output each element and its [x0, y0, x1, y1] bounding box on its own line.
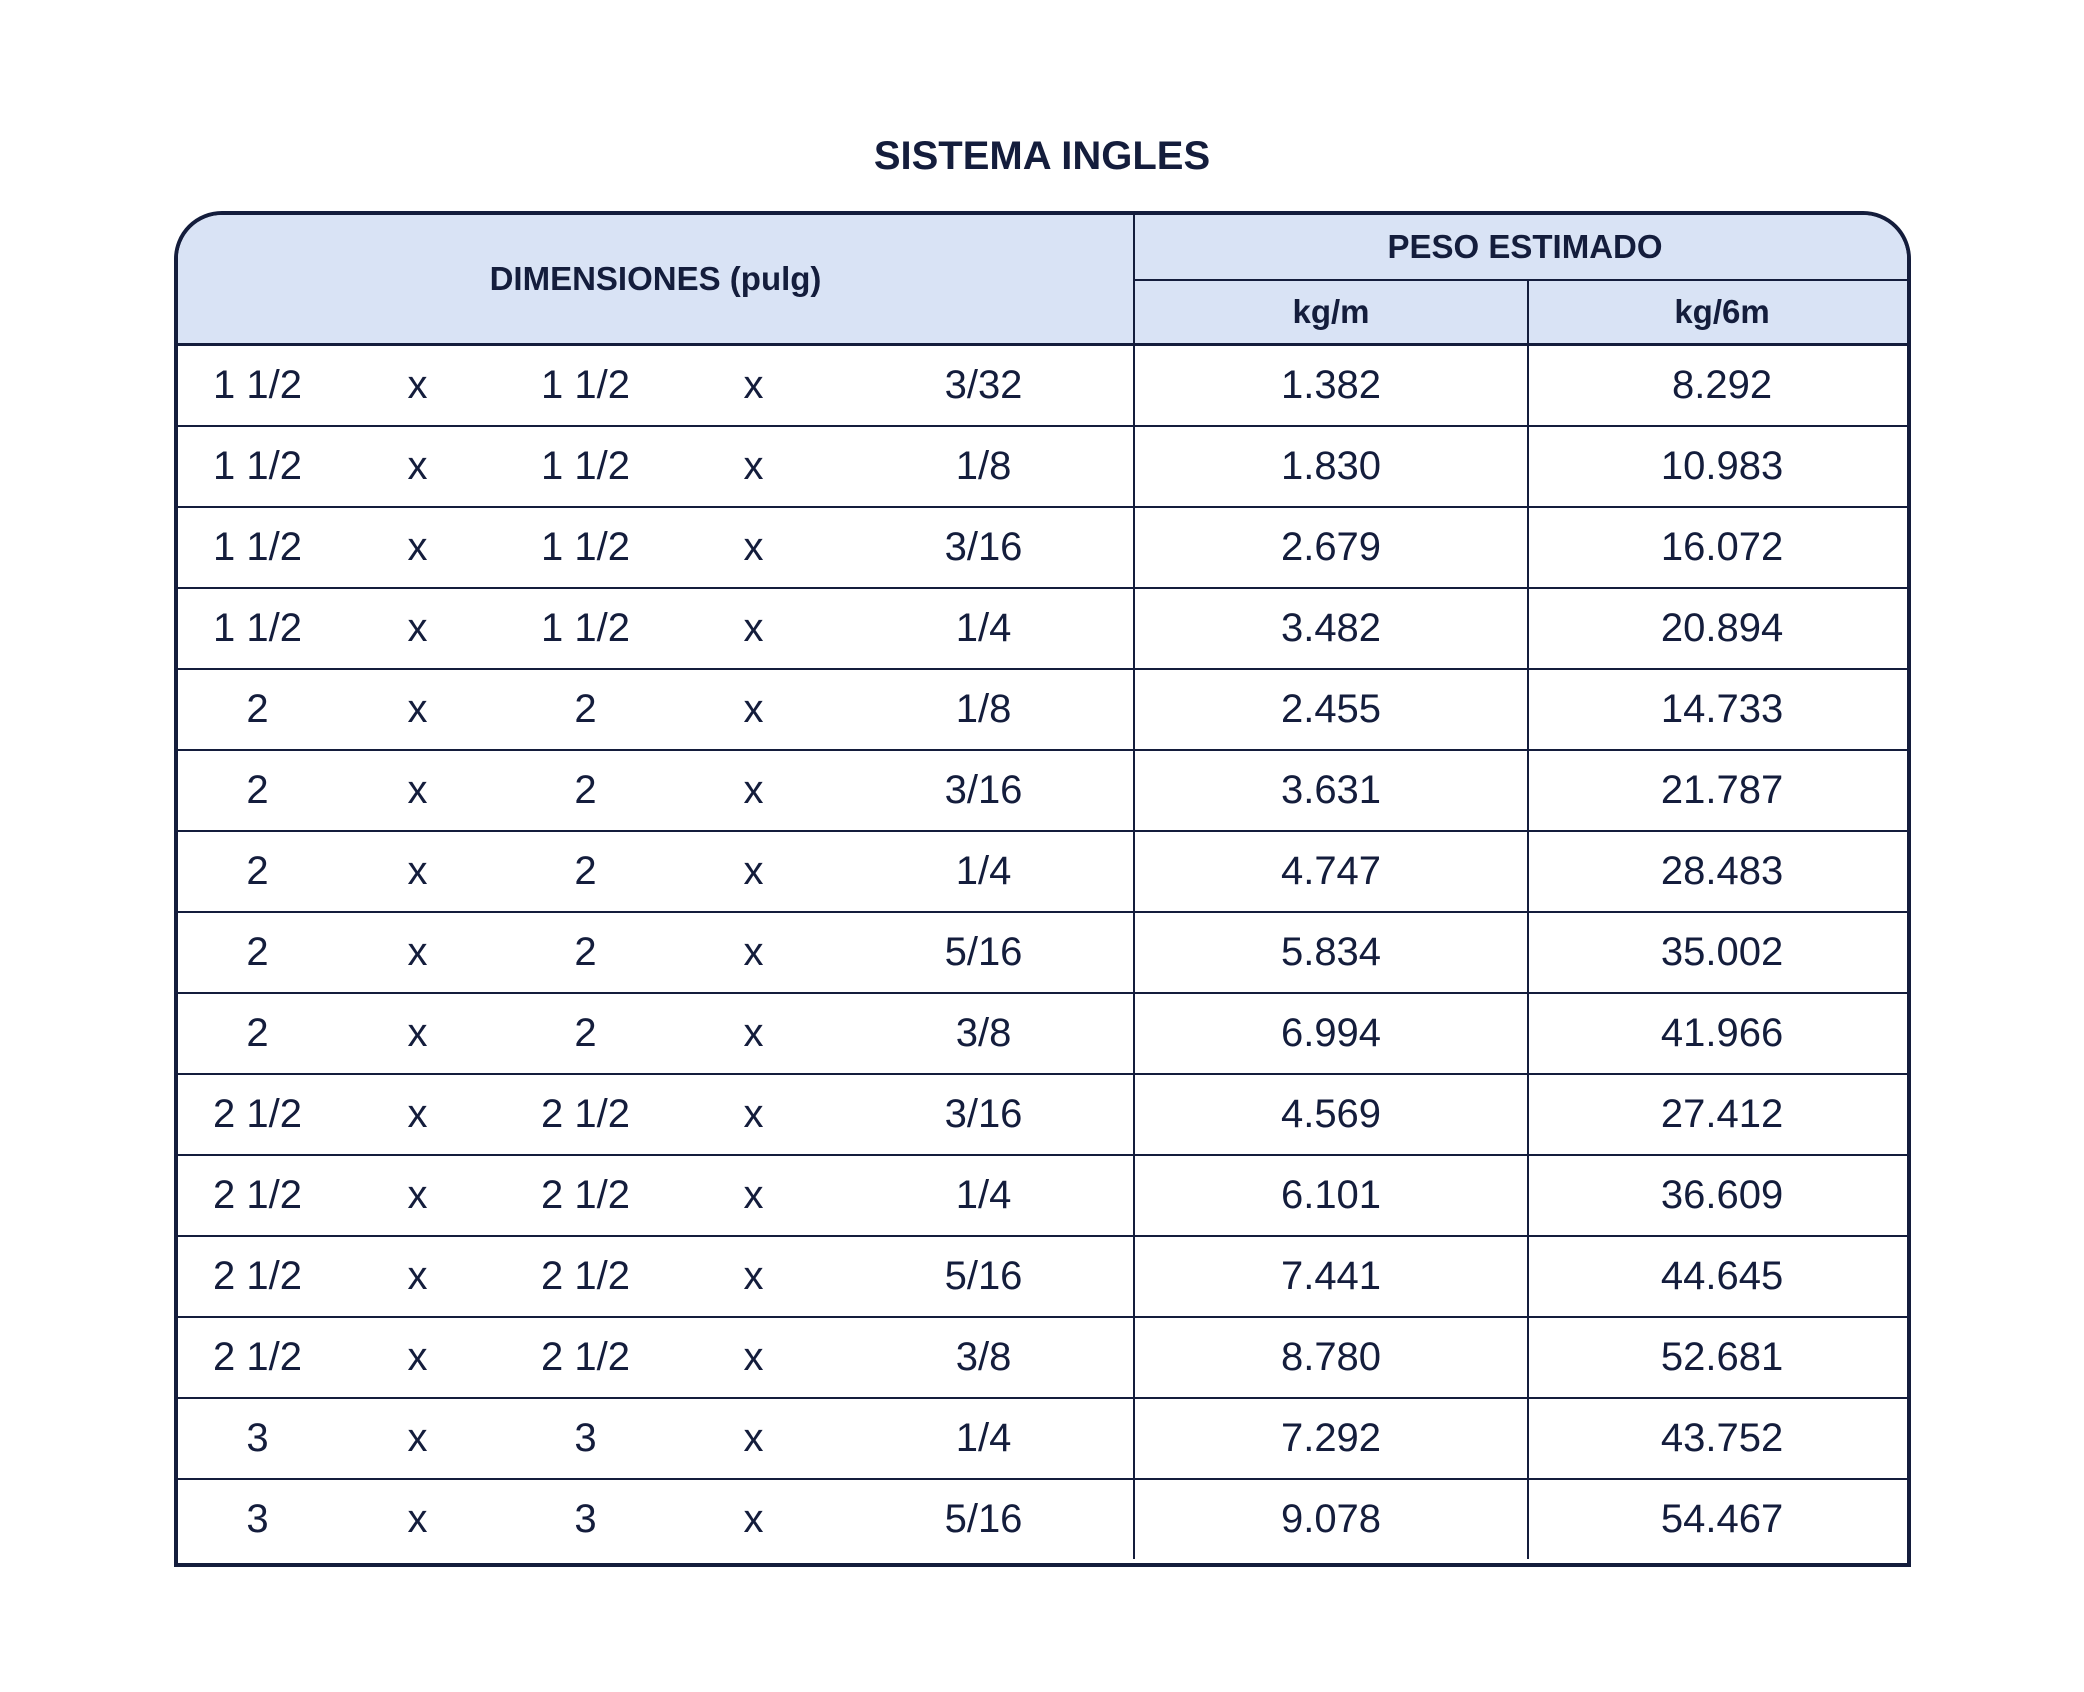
kg-per-m-cell: 1.382	[1134, 345, 1528, 427]
dimension-a-cell: 1 1/2	[178, 507, 337, 588]
dimension-a-cell: 1 1/2	[178, 345, 337, 427]
dimension-b-cell: 2	[498, 831, 673, 912]
times-symbol: x	[337, 1155, 498, 1236]
table-row	[178, 1398, 1911, 1479]
dimension-b-cell: 2	[498, 912, 673, 993]
times-symbol: x	[337, 750, 498, 831]
kg-per-m-cell: 2.455	[1134, 669, 1528, 750]
kg-per-6m-cell: 20.894	[1528, 588, 1911, 669]
times-symbol: x	[337, 507, 498, 588]
times-symbol: x	[673, 993, 834, 1074]
times-symbol: x	[337, 1236, 498, 1317]
thickness-cell: 3/8	[834, 1317, 1134, 1398]
kg-per-m-cell: 5.834	[1134, 912, 1528, 993]
table-header	[178, 215, 1911, 345]
table-row	[178, 1479, 1911, 1559]
times-symbol: x	[673, 345, 834, 427]
thickness-cell: 5/16	[834, 1479, 1134, 1559]
header-kg-per-m: kg/m	[1134, 280, 1528, 345]
kg-per-6m-cell: 8.292	[1528, 345, 1911, 427]
header-kg-per-6m: kg/6m	[1528, 280, 1911, 345]
dimension-a-cell: 2	[178, 669, 337, 750]
table-row	[178, 1155, 1911, 1236]
times-symbol: x	[673, 750, 834, 831]
header-dimensions: DIMENSIONES (pulg)	[178, 215, 1134, 345]
times-symbol: x	[673, 1398, 834, 1479]
table-row	[178, 588, 1911, 669]
times-symbol: x	[673, 1155, 834, 1236]
kg-per-m-cell: 4.569	[1134, 1074, 1528, 1155]
thickness-cell: 1/8	[834, 426, 1134, 507]
times-symbol: x	[673, 1074, 834, 1155]
dimension-a-cell: 1 1/2	[178, 426, 337, 507]
thickness-cell: 1/4	[834, 588, 1134, 669]
kg-per-6m-cell: 43.752	[1528, 1398, 1911, 1479]
times-symbol: x	[673, 669, 834, 750]
times-symbol: x	[337, 1317, 498, 1398]
dimension-b-cell: 1 1/2	[498, 588, 673, 669]
dimension-a-cell: 2	[178, 831, 337, 912]
kg-per-6m-cell: 44.645	[1528, 1236, 1911, 1317]
times-symbol: x	[337, 345, 498, 427]
times-symbol: x	[673, 426, 834, 507]
times-symbol: x	[673, 1317, 834, 1398]
kg-per-m-cell: 7.292	[1134, 1398, 1528, 1479]
weight-table-grid	[178, 215, 1911, 1559]
dimension-a-cell: 2	[178, 993, 337, 1074]
dimension-b-cell: 2 1/2	[498, 1155, 673, 1236]
thickness-cell: 3/32	[834, 345, 1134, 427]
times-symbol: x	[337, 831, 498, 912]
thickness-cell: 3/16	[834, 507, 1134, 588]
dimension-a-cell: 2 1/2	[178, 1236, 337, 1317]
times-symbol: x	[337, 426, 498, 507]
kg-per-6m-cell: 14.733	[1528, 669, 1911, 750]
dimension-b-cell: 3	[574, 1497, 597, 1541]
thickness-cell: 3/8	[834, 993, 1134, 1074]
table-row	[178, 831, 1911, 912]
dimension-b-cell: 2	[498, 750, 673, 831]
kg-per-m-cell: 2.679	[1134, 507, 1528, 588]
times-symbol: x	[337, 993, 498, 1074]
thickness-cell: 5/16	[834, 1236, 1134, 1317]
header-estimated-weight: PESO ESTIMADO	[1134, 215, 1911, 280]
kg-per-m-cell: 7.441	[1134, 1236, 1528, 1317]
kg-per-6m-cell: 27.412	[1528, 1074, 1911, 1155]
table-row	[178, 669, 1911, 750]
times-symbol: x	[673, 507, 834, 588]
table-row	[178, 507, 1911, 588]
thickness-cell: 3/16	[834, 750, 1134, 831]
dimension-a-cell: 1 1/2	[178, 588, 337, 669]
dimension-b-cell: 2 1/2	[498, 1074, 673, 1155]
dimension-b-cell: 1 1/2	[498, 426, 673, 507]
table-row	[178, 993, 1911, 1074]
times-symbol: x	[673, 1236, 834, 1317]
thickness-cell: 1/8	[834, 669, 1134, 750]
dimension-b-cell: 2	[498, 669, 673, 750]
dimension-a-cell: 3	[246, 1497, 269, 1541]
table-row	[178, 750, 1911, 831]
table-body	[178, 345, 1911, 1560]
kg-per-m-cell: 6.994	[1134, 993, 1528, 1074]
kg-per-6m-cell: 52.681	[1528, 1317, 1911, 1398]
thickness-cell: 1/4	[834, 831, 1134, 912]
dimension-b-cell: 1 1/2	[498, 507, 673, 588]
kg-per-6m-cell: 36.609	[1528, 1155, 1911, 1236]
table-row	[178, 426, 1911, 507]
dimension-a-cell: 2	[178, 750, 337, 831]
table-row	[178, 1317, 1911, 1398]
table-row	[178, 1074, 1911, 1155]
thickness-cell: 1/4	[834, 1398, 1134, 1479]
kg-per-6m-cell: 10.983	[1528, 426, 1911, 507]
kg-per-m-cell: 6.101	[1134, 1155, 1528, 1236]
times-symbol: x	[337, 1398, 498, 1479]
kg-per-m-cell: 3.482	[1134, 588, 1528, 669]
dimension-b-cell: 2 1/2	[498, 1236, 673, 1317]
weight-table	[174, 211, 1911, 1567]
dimension-b-cell: 2	[498, 993, 673, 1074]
kg-per-m-cell: 9.078	[1134, 1479, 1528, 1559]
kg-per-6m-cell: 28.483	[1528, 831, 1911, 912]
thickness-cell: 5/16	[834, 912, 1134, 993]
times-symbol: x	[673, 588, 834, 669]
dimension-a-cell: 2 1/2	[178, 1155, 337, 1236]
times-symbol: x	[337, 669, 498, 750]
table-row	[178, 1236, 1911, 1317]
times-symbol: x	[337, 1074, 498, 1155]
times-symbol: x	[673, 831, 834, 912]
kg-per-6m-cell: 21.787	[1528, 750, 1911, 831]
table-row	[178, 345, 1911, 427]
dimension-b-cell: 3	[498, 1398, 673, 1479]
thickness-cell: 1/4	[834, 1155, 1134, 1236]
kg-per-6m-cell: 54.467	[1660, 1497, 1784, 1541]
dimension-a-cell: 2 1/2	[178, 1317, 337, 1398]
times-symbol: x	[337, 912, 498, 993]
dimension-a-cell: 3	[178, 1398, 337, 1479]
times-symbol: x	[743, 1497, 764, 1541]
dimension-b-cell: 2 1/2	[498, 1317, 673, 1398]
times-symbol: x	[673, 912, 834, 993]
thickness-cell: 3/16	[834, 1074, 1134, 1155]
dimension-a-cell: 2 1/2	[178, 1074, 337, 1155]
kg-per-6m-cell: 35.002	[1528, 912, 1911, 993]
page-title: SISTEMA INGLES	[873, 134, 1211, 178]
kg-per-m-cell: 4.747	[1134, 831, 1528, 912]
times-symbol: x	[337, 588, 498, 669]
kg-per-6m-cell: 41.966	[1528, 993, 1911, 1074]
dimension-b-cell: 1 1/2	[498, 345, 673, 427]
kg-per-6m-cell: 16.072	[1528, 507, 1911, 588]
kg-per-m-cell: 1.830	[1134, 426, 1528, 507]
dimension-a-cell: 2	[178, 912, 337, 993]
table-row	[178, 912, 1911, 993]
kg-per-m-cell: 8.780	[1134, 1317, 1528, 1398]
times-symbol: x	[407, 1497, 428, 1541]
kg-per-m-cell: 3.631	[1134, 750, 1528, 831]
